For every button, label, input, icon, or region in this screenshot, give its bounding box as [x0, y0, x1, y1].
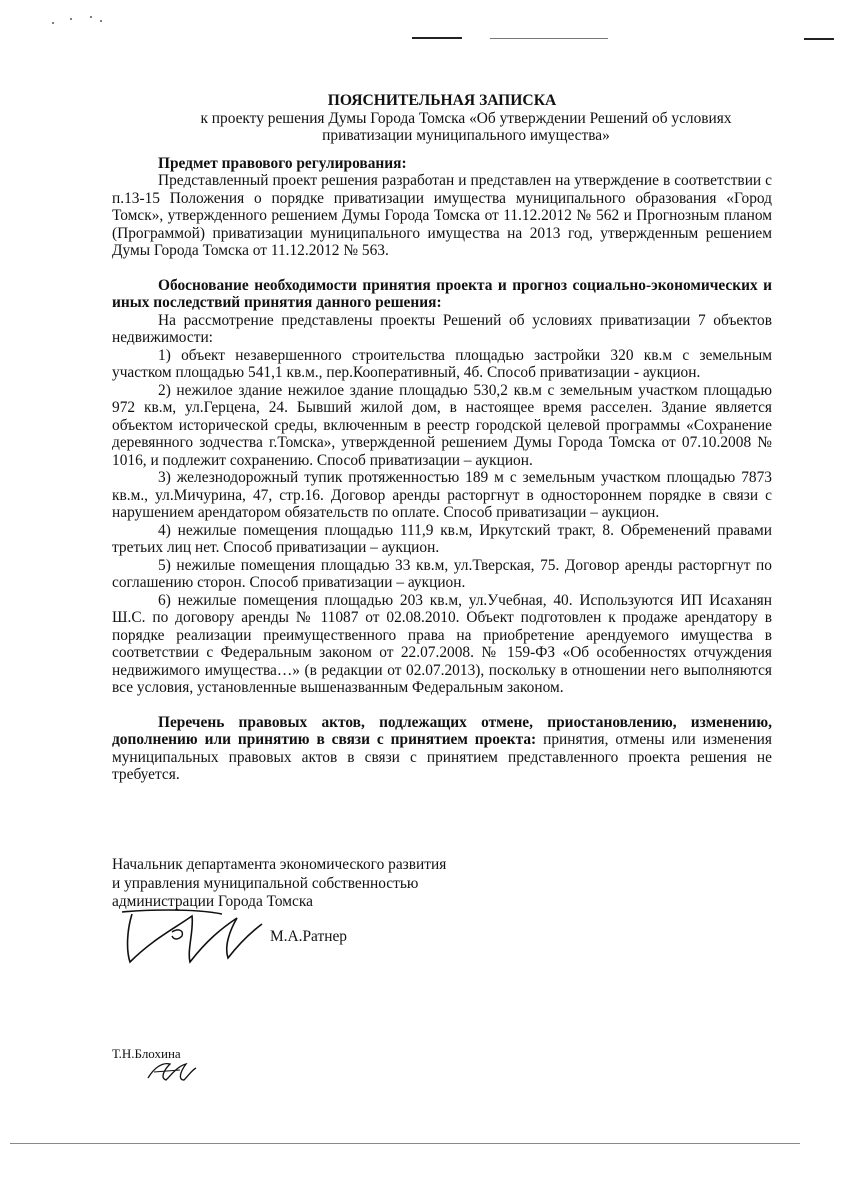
- section-3-text: принятия, отмены или изменения муниципальных правовых актов в связи с принятием представленного проекта решения не требуется.: [112, 731, 772, 783]
- signature-position-line-2: и управления муниципальной собственностью: [112, 874, 419, 892]
- scan-dot: [100, 20, 102, 22]
- scan-mark-top-3: [804, 38, 834, 40]
- scan-mark-top-1: [412, 37, 462, 39]
- signature-position-line-3: администрации Города Томска: [112, 893, 313, 910]
- list-item: 6) нежилые помещения площадью 203 кв.м, ул.Учебная, 40. Используются ИП Исаханян Ш.С. по договору аренды № 11087 от 02.08.2010. Объект подготовлен к продаже арендатору в порядке реализации преимущественного права на приобретение арендуемого имущества в соответствии с Федеральным законом от 22.07.2008. № 159-ФЗ «Об особенностях отчуждения недвижимого имущества…» (в редакции от 02.07.2013), поскольку в отношении него выполняются все условия, установленные вышеназванным Федеральным законом.: [112, 591, 772, 696]
- executor-signature: [140, 1058, 200, 1086]
- scan-dot: [90, 16, 92, 18]
- section-2-intro: На рассмотрение представлены проекты Решений об условиях приватизации 7 объектов недвижимости:: [112, 311, 772, 346]
- signer-name: М.А.Ратнер: [270, 928, 347, 945]
- list-item: 2) нежилое здание нежилое здание площадью 530,2 кв.м с земельным участком площадью 972 кв.м, ул.Герцена, 24. Бывший жилой дом, в настоящее время расселен. Здание является объектом исторической среды, включенным в реестр городской целевой программы «Сохранение деревянного зодчества г.Томска», утвержденной решением Думы Города Томска от 07.10.2008 № 1016, и подлежит сохранению. Способ приватизации – аукцион.: [112, 381, 772, 469]
- list-item: 3) железнодорожный тупик протяженностью 189 м с земельным участком площадью 7873 кв.м., ул.Мичурина, 47, стр.16. Договор аренды расторгнут в одностороннем порядке в связи с нарушением арендатором обязательств по оплате. Способ приватизации – аукцион.: [112, 469, 772, 521]
- document-title: ПОЯСНИТЕЛЬНАЯ ЗАПИСКА: [327, 92, 557, 109]
- list-item: 1) объект незавершенного строительства площадью застройки 320 кв.м с земельным участком площадью 541,1 кв.м., пер.Кооперативный, 4б. Способ приватизации - аукцион.: [112, 346, 772, 381]
- scan-dot: [52, 22, 54, 24]
- handwritten-signature: [112, 900, 282, 970]
- section-3-heading: Перечень правовых актов, подлежащих отмене, приостановлению, изменению, дополнению или принятию в связи с принятием проекта:: [112, 713, 772, 748]
- list-item: 4) нежилые помещения площадью 111,9 кв.м, Иркутский тракт, 8. Обременений правами третьих лиц нет. Способ приватизации – аукцион.: [112, 521, 772, 556]
- list-item: 5) нежилые помещения площадью 33 кв.м, ул.Тверская, 75. Договор аренды расторгнут по соглашению сторон. Способ приватизации – аукцион.: [112, 556, 772, 591]
- subtitle-line-1: к проекту решения Думы Города Томска «Об утверждении Решений об условиях: [200, 109, 732, 127]
- objects-list: [112, 347, 772, 697]
- subtitle-line-2: приватизации муниципального имущества»: [322, 127, 610, 144]
- document-subtitle: [160, 110, 772, 145]
- scan-mark-bottom: [10, 1143, 800, 1144]
- section-2-heading: Обоснование необходимости принятия проекта и прогноз социально-экономических и иных последствий принятия данного решения:: [112, 276, 772, 311]
- section-1-text: Представленный проект решения разработан и представлен на утверждение в соответствии с п.13-15 Положения о порядке приватизации имущества муниципального образования «Город Томск», утвержденного решением Думы Города Томска от 11.12.2012 № 562 и Прогнозным планом (Программой) приватизации муниципального имущества на 2013 год, утвержденным решением Думы Города Томска от 11.12.2012 № 563.: [112, 172, 772, 259]
- section-3-paragraph: [112, 714, 772, 784]
- document-body: [112, 92, 772, 784]
- section-1-heading: Предмет правового регулирования:: [158, 154, 407, 172]
- executor-name: Т.Н.Блохина: [112, 1046, 181, 1061]
- scan-mark-top-2: [490, 38, 608, 39]
- scan-dot: [70, 18, 72, 20]
- signature-position-line-1: Начальник департамента экономического развития: [112, 856, 447, 873]
